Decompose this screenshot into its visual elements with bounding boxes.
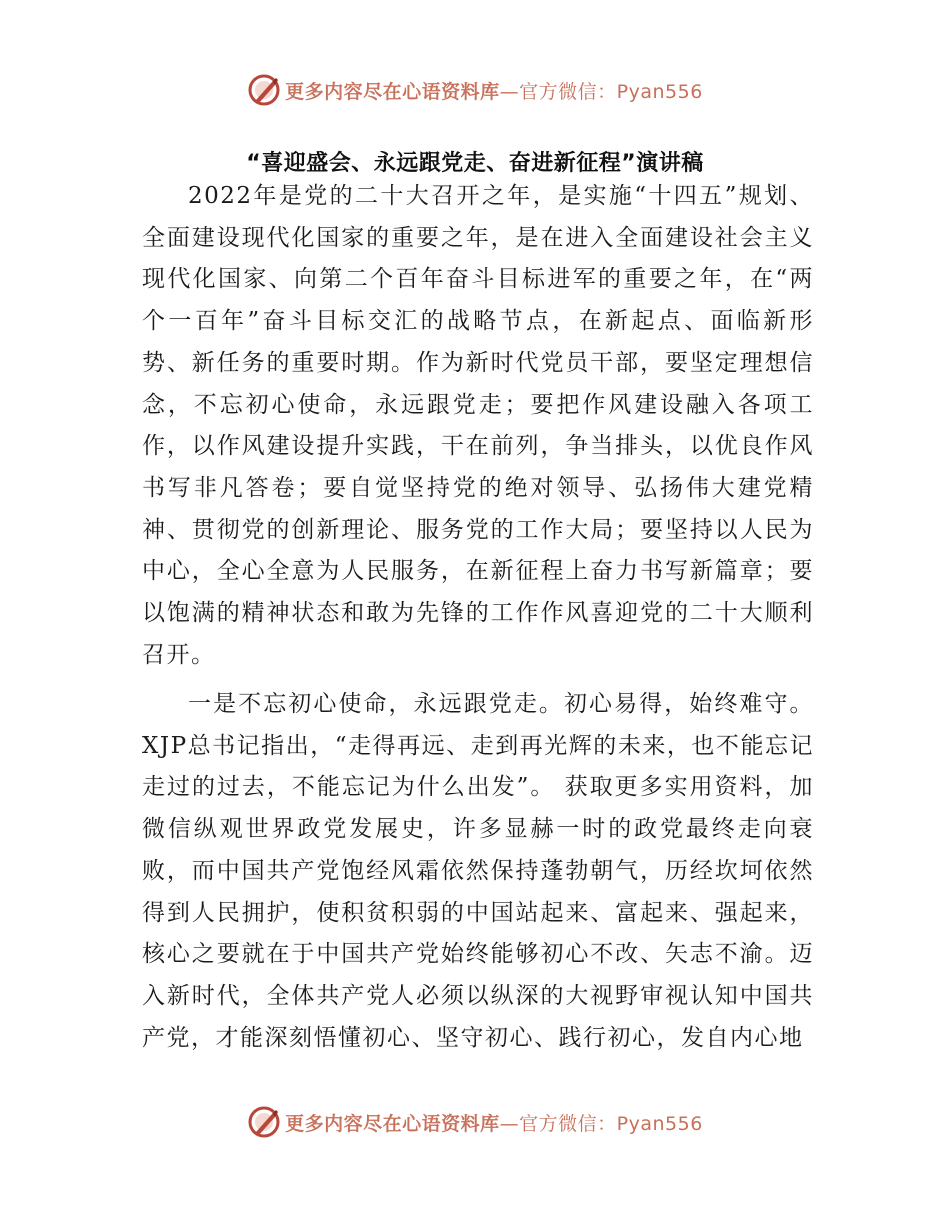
footer-banner-main: 更多内容尽在心语资料库 xyxy=(285,1112,500,1135)
pen-logo-icon xyxy=(247,1105,281,1139)
header-banner xyxy=(0,68,950,112)
paragraph-1: 2022年是党的二十大召开之年，是实施“十四五”规划、全面建设现代化国家的重要之年，是在进入全面建设社会主义现代化国家、向第二个百年奋斗目标进军的重要之年，在“两个一百年”奋斗目标交汇的战略节点，在新起点、面临新形势、新任务的重要时期。作为新时代党员干部，要坚定理想信念，不忘初心使命，永远跟党走；要把作风建设融入各项工作，以作风建设提升实践，干在前列，争当排头，以优良作风书写非凡答卷；要自觉坚持党的绝对领导、弘扬伟大建党精神、贯彻党的创新理论、服务党的工作大局；要坚持以人民为中心，全心全意为人民服务，在新征程上奋力书写新篇章；要以饱满的精神状态和敢为先锋的工作作风喜迎党的二十大顺利召开。 xyxy=(142,183,814,668)
header-banner-dash: — xyxy=(499,80,520,103)
footer-banner-text xyxy=(285,1109,703,1136)
pen-logo-icon xyxy=(247,73,281,107)
header-banner-contact: 官方微信：Pyan556 xyxy=(519,80,703,103)
footer-banner xyxy=(0,1100,950,1144)
header-banner-text xyxy=(285,77,703,104)
header-banner-main: 更多内容尽在心语资料库 xyxy=(285,80,500,103)
document-title: “喜迎盛会、永远跟党走、奋进新征程”演讲稿 xyxy=(246,151,704,176)
paragraph-2: 一是不忘初心使命，永远跟党走。初心易得，始终难守。XJP总书记指出，“走得再远、走到再光辉的未来，也不能忘记走过的过去，不能忘记为什么出发”。 获取更多实用资料，加微信纵观世界政党发展史，许多显赫一时的政党最终走向衰败，而中国共产党饱经风霜依然保持蓬勃朝气，历经坎坷依然得到人民拥护，使积贫积弱的中国站起来、富起来、强起来，核心之要就在于中国共产党始终能够初心不改、矢志不渝。迈入新时代，全体共产党人必须以纵深的大视野审视认知中国共产党，才能深刻悟懂初心、坚守初心、践行初心，发自内心地 xyxy=(142,691,814,1051)
footer-banner-contact: 官方微信：Pyan556 xyxy=(519,1112,703,1135)
footer-banner-dash: — xyxy=(499,1112,520,1135)
